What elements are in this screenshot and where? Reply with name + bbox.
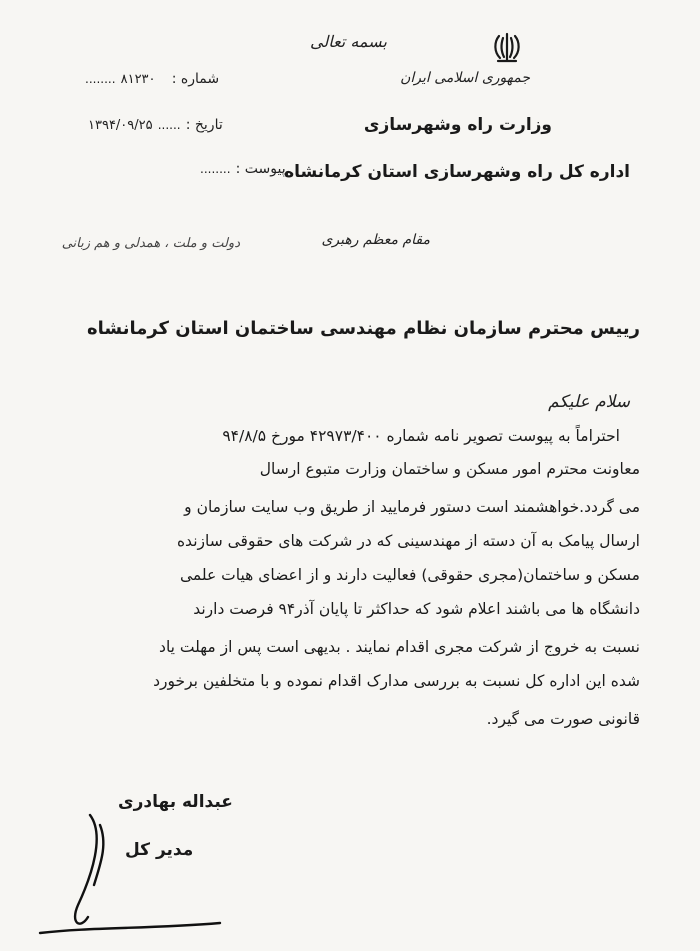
body-line-4: ارسال پیامک به آن دسته از مهندسینی که در شرکت های حقوقی سازنده xyxy=(176,532,640,550)
letter-attachment xyxy=(200,158,286,177)
signer-name: عبداله بهادری xyxy=(118,792,233,812)
slogan-part1: مقام معظم رهبری xyxy=(321,232,430,248)
body-line-6: دانشگاه ها می باشند اعلام شود که حداکثر تا پایان آذر۹۴ فرصت دارند xyxy=(193,600,640,618)
handwritten-signature xyxy=(30,805,230,951)
body-line-5: مسکن و ساختمان(مجری حقوقی) فعالیت دارند و از اعضای هیات علمی xyxy=(179,566,640,584)
country-name: جمهوری اسلامی ایران xyxy=(400,70,530,86)
letter-attachment-label: پیوست : xyxy=(235,161,286,177)
office-name: اداره کل راه وشهرسازی استان کرمانشاه xyxy=(284,162,630,182)
signer-title: مدیر کل xyxy=(125,840,194,860)
body-line-7: نسبت به خروج از شرکت مجری اقدام نمایند . بدیهی است پس از مهلت یاد xyxy=(159,638,640,656)
letter-date xyxy=(88,114,223,133)
greeting: سلام علیکم xyxy=(548,392,630,412)
date-dots: ...... xyxy=(157,118,181,132)
letter-date-value: ۱۳۹۴/۰۹/۲۵ xyxy=(88,118,153,133)
letter-number-label: شماره : xyxy=(171,71,220,87)
body-line-2: معاونت محترم امور مسکن و ساختمان وزارت متبوع ارسال xyxy=(259,460,640,478)
body-line-8: شده این اداره کل نسبت به بررسی مدارک اقدام نموده و با متخلفین برخورد xyxy=(153,672,640,690)
slogan-part2: دولت و ملت ، همدلی و هم زبانی xyxy=(61,236,240,251)
basmala: بسمه تعالی xyxy=(310,32,387,51)
letter-number-value: ۸۱۲۳۰ xyxy=(120,72,156,87)
body-line-3: می گردد.خواهشمند است دستور فرمایید از طریق وب سایت سازمان و xyxy=(184,498,640,516)
number-dots: ........ xyxy=(85,72,116,86)
iran-emblem-icon xyxy=(490,30,524,64)
body-line-9: قانونی صورت می گیرد. xyxy=(486,710,640,728)
recipient: رییس محترم سازمان نظام مهندسی ساختمان استان کرمانشاه xyxy=(87,318,640,339)
letter-date-label: تاریخ : xyxy=(185,117,223,133)
body-line-1: احتراماً به پیوست تصویر نامه شماره ۴۲۹۷۳/۴۰۰ مورخ ۹۴/۸/۵ xyxy=(222,427,620,445)
letter-number xyxy=(85,68,219,87)
attachment-dots: ........ xyxy=(200,162,231,176)
ministry-name: وزارت راه وشهرسازی xyxy=(363,115,552,135)
